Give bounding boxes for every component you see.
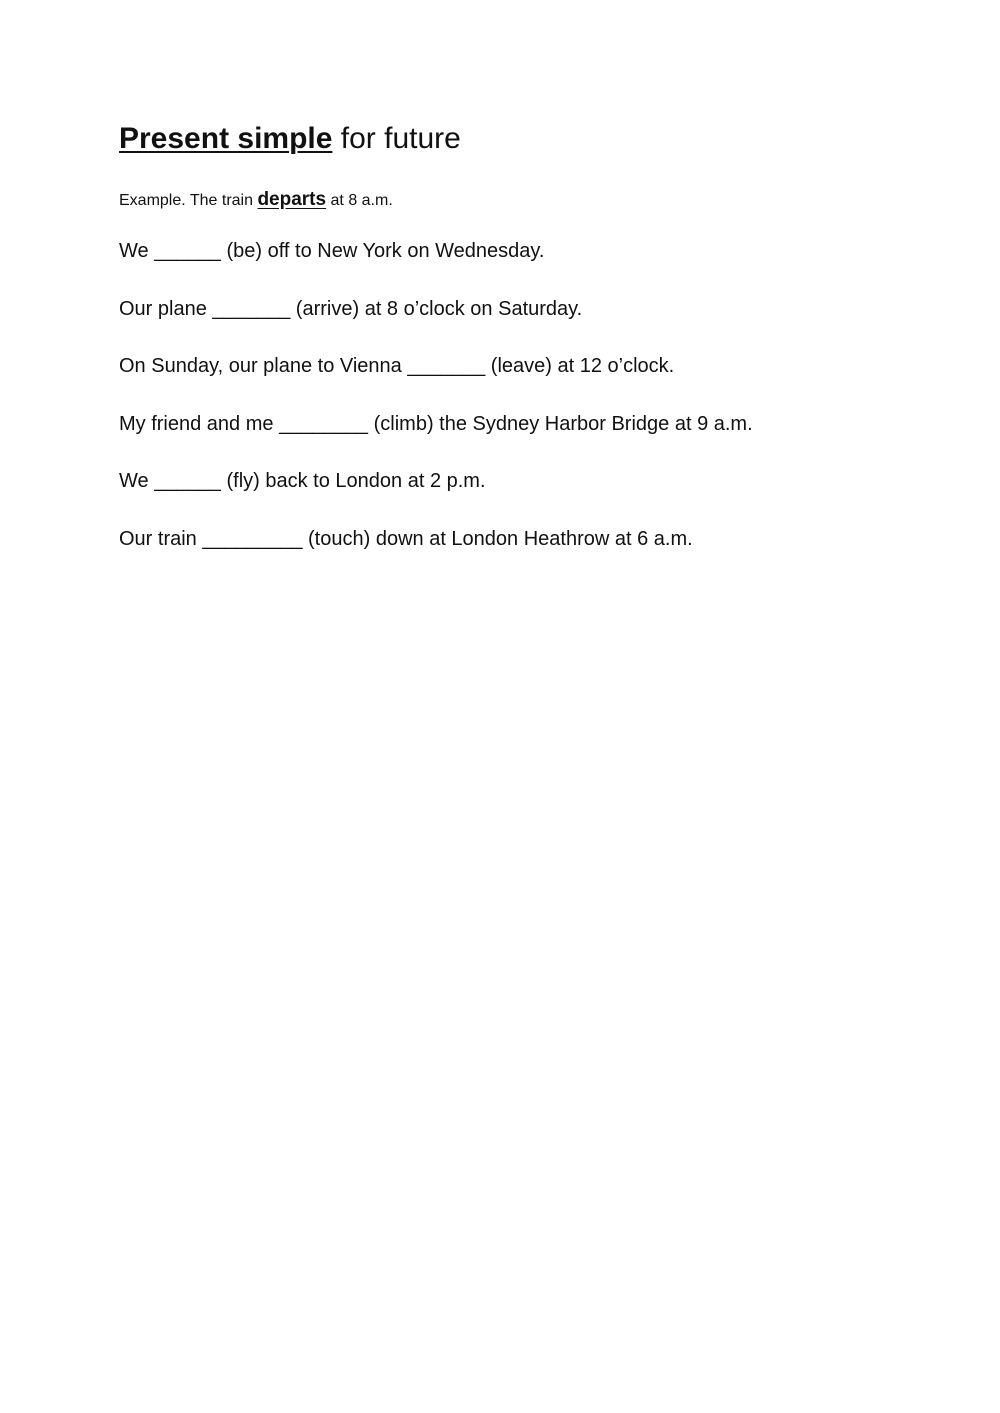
title-rest: for future	[332, 122, 461, 155]
exercise-sentence: On Sunday, our plane to Vienna _______ (leave) at 12 o’clock.	[119, 355, 675, 377]
example-answer: departs	[257, 189, 327, 210]
exercise-sentence: My friend and me ________ (climb) the Sydney Harbor Bridge at 9 a.m.	[119, 412, 753, 435]
example-sentence	[119, 186, 939, 215]
exercise-list	[119, 237, 939, 553]
exercise-sentence: We ______ (fly) back to London at 2 p.m.	[119, 470, 486, 492]
example-prefix: Example. The train	[119, 192, 258, 209]
worksheet-title	[119, 118, 939, 160]
exercise-sentence: Our train _________ (touch) down at London Heathrow at 6 a.m.	[119, 527, 693, 550]
worksheet-content	[119, 118, 939, 582]
exercise-sentence: We ______ (be) off to New York on Wednesday.	[119, 240, 545, 262]
example-suffix: at 8 a.m.	[326, 192, 393, 209]
title-emphasis: Present simple	[119, 122, 333, 155]
exercise-sentence: Our plane _______ (arrive) at 8 o’clock on Saturday.	[119, 297, 583, 320]
